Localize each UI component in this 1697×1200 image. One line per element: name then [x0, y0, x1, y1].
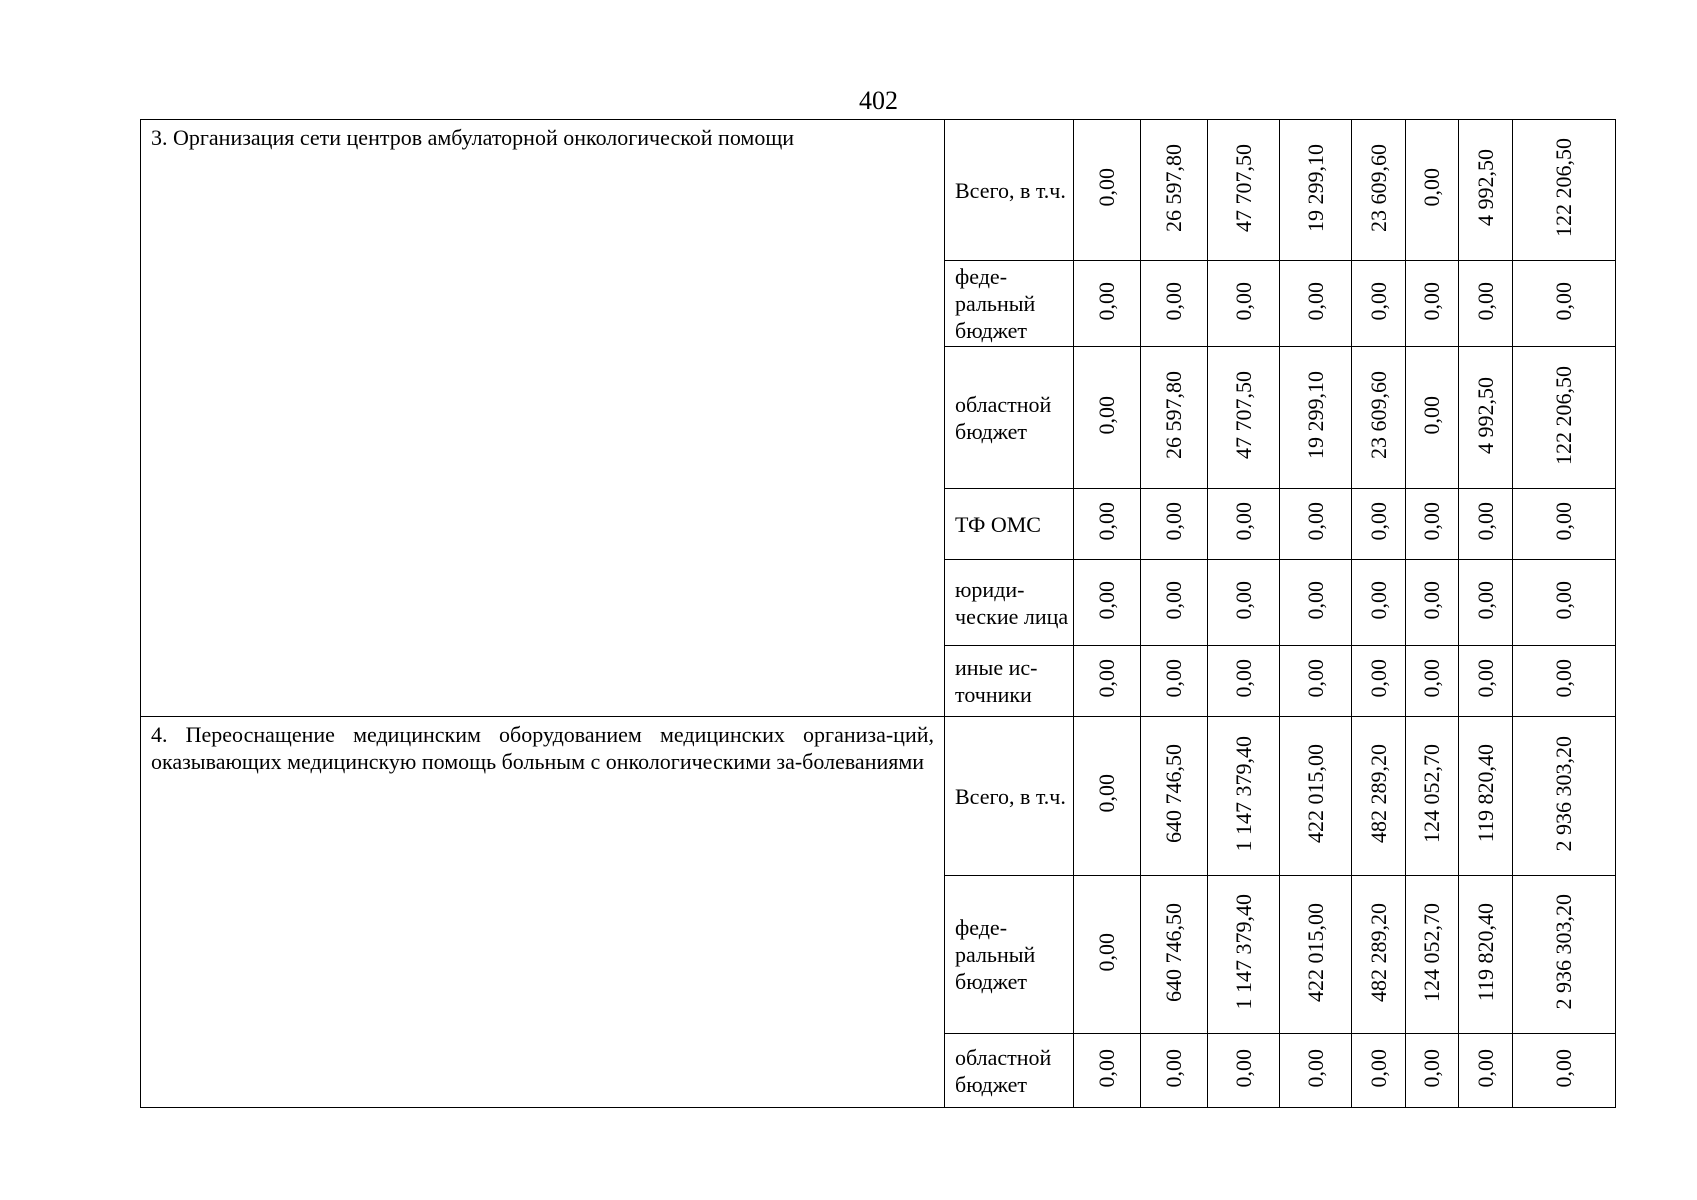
amount-cell	[1141, 120, 1208, 261]
amount-value: 0,00	[1161, 281, 1186, 321]
amount-cell	[1208, 1034, 1280, 1108]
amount-value: 640 746,50	[1161, 744, 1186, 843]
amount-value: 640 746,50	[1161, 902, 1186, 1002]
amount-value: 0,00	[1161, 502, 1186, 541]
funding-source: ТФ ОМС	[945, 489, 1074, 560]
amount-cell	[1141, 560, 1208, 646]
amount-value: 0,00	[1302, 502, 1328, 541]
amount-cell	[1406, 876, 1459, 1034]
amount-cell	[1459, 1034, 1513, 1108]
amount-value: 0,00	[1230, 659, 1256, 698]
amount-value: 1 147 379,40	[1230, 894, 1256, 1010]
amount-value: 122 206,50	[1551, 365, 1576, 465]
funding-table	[140, 119, 1616, 1108]
amount-value: 0,00	[1302, 1048, 1328, 1088]
amount-cell	[1459, 717, 1513, 876]
amount-value: 0,00	[1161, 580, 1186, 620]
amount-cell	[1074, 489, 1141, 560]
amount-value: 0,00	[1094, 168, 1119, 207]
amount-cell	[1513, 876, 1616, 1034]
amount-cell	[1352, 717, 1406, 876]
amount-value: 0,00	[1472, 659, 1498, 698]
amount-cell	[1406, 717, 1459, 876]
amount-value: 0,00	[1094, 395, 1119, 435]
amount-cell	[1513, 1034, 1616, 1108]
amount-cell	[1208, 489, 1280, 560]
amount-cell	[1074, 560, 1141, 646]
amount-cell	[1208, 120, 1280, 261]
amount-cell	[1352, 347, 1406, 489]
amount-value: 26 597,80	[1161, 371, 1186, 459]
amount-cell	[1074, 120, 1141, 261]
amount-cell	[1459, 646, 1513, 717]
amount-cell	[1513, 261, 1616, 347]
amount-value: 0,00	[1230, 580, 1256, 620]
amount-cell	[1459, 347, 1513, 489]
amount-cell	[1352, 646, 1406, 717]
amount-value: 0,00	[1161, 659, 1186, 698]
amount-cell	[1406, 347, 1459, 489]
amount-value: 47 707,50	[1230, 143, 1256, 232]
funding-source: юриди-ческие лица	[945, 560, 1074, 646]
amount-value: 0,00	[1094, 774, 1119, 813]
section-title: 4. Переоснащение медицинским оборудованием медицинских организа-ций, оказывающих медицинскую помощь больным с онкологическими за-болеваниями	[141, 717, 945, 1108]
amount-value: 119 820,40	[1472, 744, 1498, 843]
amount-cell	[1208, 876, 1280, 1034]
amount-value: 124 052,70	[1419, 902, 1444, 1002]
amount-value: 0,00	[1094, 932, 1119, 972]
amount-cell	[1513, 489, 1616, 560]
amount-value: 119 820,40	[1472, 902, 1498, 1002]
amount-cell	[1208, 261, 1280, 347]
amount-value: 0,00	[1551, 281, 1576, 321]
amount-cell	[1513, 646, 1616, 717]
amount-value: 482 289,20	[1365, 744, 1391, 843]
table-row	[141, 717, 1616, 876]
amount-value: 0,00	[1365, 281, 1391, 321]
amount-cell	[1352, 876, 1406, 1034]
amount-value: 23 609,60	[1365, 371, 1391, 459]
amount-cell	[1074, 717, 1141, 876]
amount-value: 0,00	[1302, 281, 1328, 321]
amount-value: 0,00	[1419, 502, 1444, 541]
amount-cell	[1513, 560, 1616, 646]
amount-value: 4 992,50	[1472, 376, 1498, 454]
amount-cell	[1208, 560, 1280, 646]
amount-value: 0,00	[1419, 168, 1444, 207]
amount-cell	[1141, 1034, 1208, 1108]
amount-cell	[1513, 717, 1616, 876]
amount-cell	[1352, 261, 1406, 347]
amount-cell	[1141, 261, 1208, 347]
amount-value: 0,00	[1230, 1048, 1256, 1088]
amount-value: 0,00	[1551, 1048, 1576, 1088]
amount-value: 4 992,50	[1472, 149, 1498, 226]
amount-cell	[1280, 261, 1352, 347]
amount-cell	[1513, 347, 1616, 489]
funding-source: Всего, в т.ч.	[945, 717, 1074, 876]
amount-cell	[1280, 489, 1352, 560]
amount-value: 2 936 303,20	[1551, 735, 1576, 852]
amount-cell	[1280, 347, 1352, 489]
amount-value: 0,00	[1365, 502, 1391, 541]
amount-cell	[1352, 560, 1406, 646]
amount-cell	[1141, 876, 1208, 1034]
amount-value: 0,00	[1094, 502, 1119, 541]
amount-value: 0,00	[1094, 580, 1119, 620]
amount-cell	[1459, 489, 1513, 560]
amount-cell	[1406, 261, 1459, 347]
amount-cell	[1352, 120, 1406, 261]
amount-cell	[1513, 120, 1616, 261]
funding-source: феде-ральный бюджет	[945, 876, 1074, 1034]
amount-cell	[1352, 489, 1406, 560]
table-row	[141, 120, 1616, 261]
amount-value: 0,00	[1551, 502, 1576, 541]
amount-value: 1 147 379,40	[1230, 735, 1256, 852]
amount-cell	[1406, 489, 1459, 560]
amount-cell	[1459, 560, 1513, 646]
amount-value: 482 289,20	[1365, 902, 1391, 1002]
amount-cell	[1280, 876, 1352, 1034]
amount-value: 19 299,10	[1302, 371, 1328, 459]
amount-value: 0,00	[1365, 1048, 1391, 1088]
amount-value: 0,00	[1365, 580, 1391, 620]
amount-value: 0,00	[1161, 1048, 1186, 1088]
amount-value: 0,00	[1419, 1048, 1444, 1088]
amount-value: 0,00	[1551, 659, 1576, 698]
amount-value: 0,00	[1230, 502, 1256, 541]
amount-value: 2 936 303,20	[1551, 894, 1576, 1010]
amount-value: 47 707,50	[1230, 371, 1256, 459]
funding-source: областной бюджет	[945, 1034, 1074, 1108]
amount-value: 23 609,60	[1365, 143, 1391, 232]
amount-cell	[1406, 646, 1459, 717]
amount-cell	[1459, 876, 1513, 1034]
amount-value: 0,00	[1419, 395, 1444, 435]
page-number: 402	[859, 86, 898, 115]
amount-cell	[1459, 261, 1513, 347]
amount-value: 0,00	[1230, 281, 1256, 321]
amount-value: 0,00	[1365, 659, 1391, 698]
amount-cell	[1074, 646, 1141, 717]
amount-value: 0,00	[1419, 580, 1444, 620]
amount-value: 0,00	[1472, 1048, 1498, 1088]
amount-cell	[1074, 347, 1141, 489]
amount-cell	[1352, 1034, 1406, 1108]
amount-cell	[1074, 261, 1141, 347]
amount-cell	[1208, 646, 1280, 717]
amount-value: 124 052,70	[1419, 744, 1444, 843]
amount-value: 0,00	[1094, 1048, 1119, 1088]
amount-value: 0,00	[1419, 659, 1444, 698]
amount-cell	[1141, 646, 1208, 717]
amount-value: 0,00	[1302, 659, 1328, 698]
funding-source: Всего, в т.ч.	[945, 120, 1074, 261]
amount-cell	[1074, 1034, 1141, 1108]
amount-value: 422 015,00	[1302, 744, 1328, 843]
amount-value: 122 206,50	[1551, 138, 1576, 237]
amount-cell	[1074, 876, 1141, 1034]
funding-source: областной бюджет	[945, 347, 1074, 489]
amount-cell	[1406, 120, 1459, 261]
amount-cell	[1280, 1034, 1352, 1108]
amount-value: 422 015,00	[1302, 902, 1328, 1002]
amount-cell	[1280, 560, 1352, 646]
section-title: 3. Организация сети центров амбулаторной онкологической помощи	[141, 120, 945, 717]
amount-value: 0,00	[1094, 281, 1119, 321]
amount-cell	[1459, 120, 1513, 261]
amount-cell	[1280, 646, 1352, 717]
amount-cell	[1141, 489, 1208, 560]
amount-value: 0,00	[1472, 281, 1498, 321]
amount-cell	[1141, 347, 1208, 489]
amount-value: 0,00	[1551, 580, 1576, 620]
amount-cell	[1280, 120, 1352, 261]
amount-value: 0,00	[1094, 659, 1119, 698]
amount-value: 0,00	[1472, 580, 1498, 620]
amount-value: 0,00	[1472, 502, 1498, 541]
amount-cell	[1208, 717, 1280, 876]
amount-value: 26 597,80	[1161, 143, 1186, 232]
amount-cell	[1208, 347, 1280, 489]
amount-cell	[1406, 1034, 1459, 1108]
amount-cell	[1406, 560, 1459, 646]
funding-source: феде-ральный бюджет	[945, 261, 1074, 347]
table-body	[141, 120, 1616, 1108]
amount-cell	[1141, 717, 1208, 876]
amount-value: 19 299,10	[1302, 143, 1328, 232]
amount-value: 0,00	[1419, 281, 1444, 321]
funding-source: иные ис-точники	[945, 646, 1074, 717]
amount-cell	[1280, 717, 1352, 876]
amount-value: 0,00	[1302, 580, 1328, 620]
